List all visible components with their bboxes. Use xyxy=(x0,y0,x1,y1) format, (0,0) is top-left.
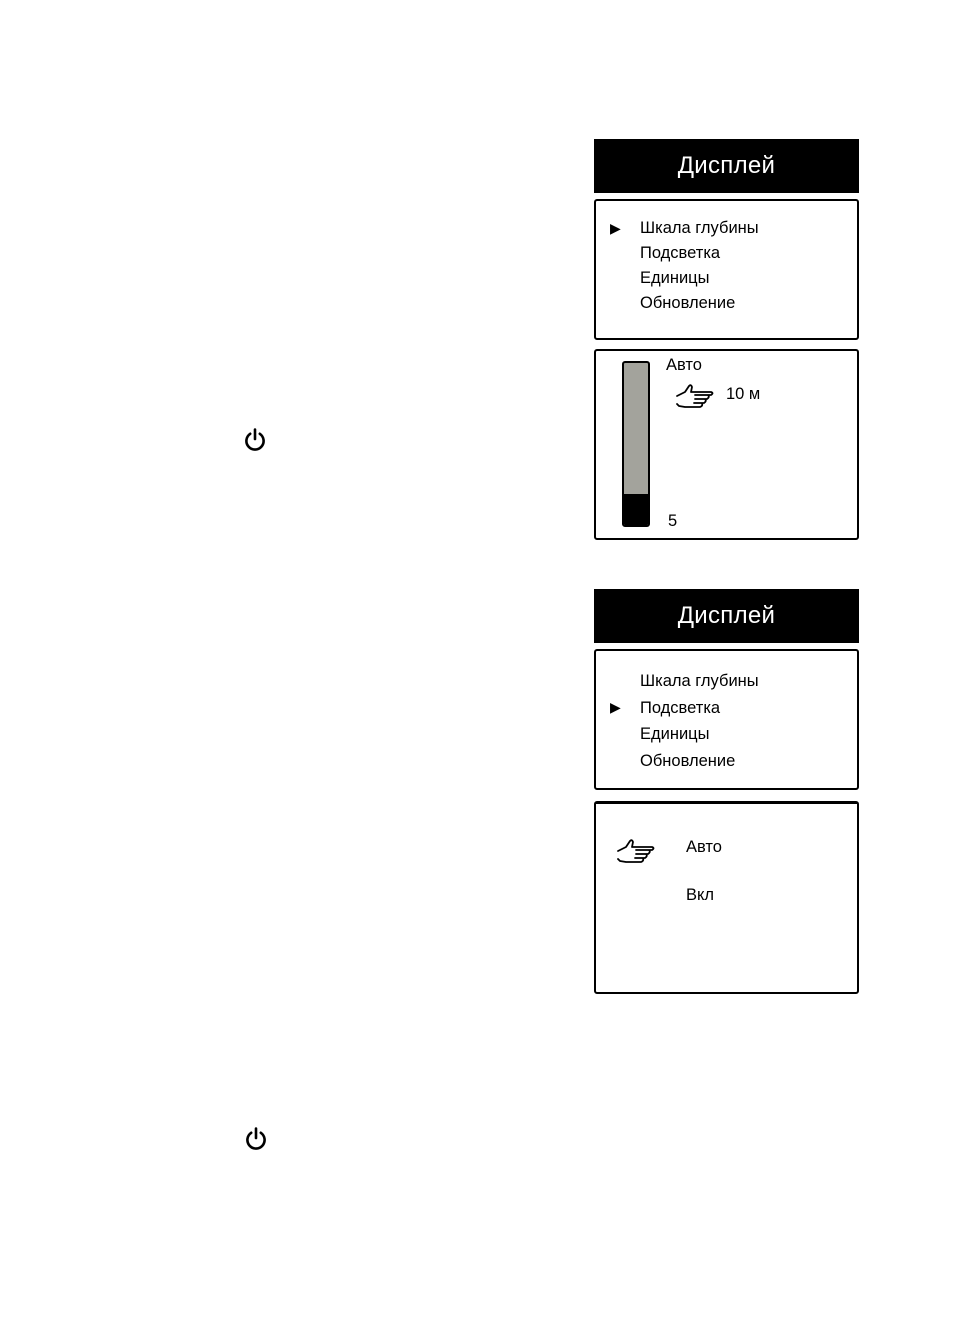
depth-scale-fill xyxy=(624,494,648,525)
menu-item-backlight[interactable] xyxy=(640,241,759,266)
display-title-bar: Дисплей xyxy=(594,139,859,193)
menu-item-label: Шкала глубины xyxy=(640,672,759,690)
power-icon xyxy=(242,427,268,453)
menu-item-label: Шкала глубины xyxy=(640,219,759,237)
selection-pointer-icon: ▶ xyxy=(610,698,621,715)
depth-scale-panel xyxy=(594,349,859,540)
backlight-options-panel xyxy=(594,801,859,994)
backlight-option-on[interactable]: Вкл xyxy=(686,886,715,904)
menu-item-depth-scale[interactable] xyxy=(640,668,759,695)
pointing-hand-icon xyxy=(616,837,658,869)
menu-item-update[interactable] xyxy=(640,748,759,775)
menu-item-label: Обновление xyxy=(640,294,736,312)
display-menu xyxy=(610,668,759,774)
menu-item-label: Единицы xyxy=(640,725,710,743)
display-menu xyxy=(610,216,759,316)
power-icon xyxy=(243,1126,269,1152)
menu-item-backlight[interactable] xyxy=(610,695,759,722)
backlight-option-auto[interactable]: Авто xyxy=(686,838,722,856)
depth-mode-label: Авто xyxy=(666,356,702,374)
depth-value-label: 10 м xyxy=(726,385,761,403)
selection-pointer-icon: ▶ xyxy=(610,220,621,236)
menu-item-depth-scale[interactable] xyxy=(610,216,759,241)
menu-item-label: Подсветка xyxy=(640,244,721,262)
menu-item-label: Подсветка xyxy=(640,698,721,717)
depth-bottom-label: 5 xyxy=(668,512,678,530)
menu-item-units[interactable] xyxy=(640,721,759,748)
menu-item-label: Единицы xyxy=(640,269,710,287)
menu-item-update[interactable] xyxy=(640,291,759,316)
depth-scale-bar[interactable] xyxy=(622,361,650,527)
menu-item-units[interactable] xyxy=(640,266,759,291)
pointing-hand-icon xyxy=(675,382,717,414)
display-title-bar: Дисплей xyxy=(594,589,859,643)
menu-item-label: Обновление xyxy=(640,751,736,770)
display-menu-panel xyxy=(594,649,859,790)
display-menu-panel xyxy=(594,199,859,340)
